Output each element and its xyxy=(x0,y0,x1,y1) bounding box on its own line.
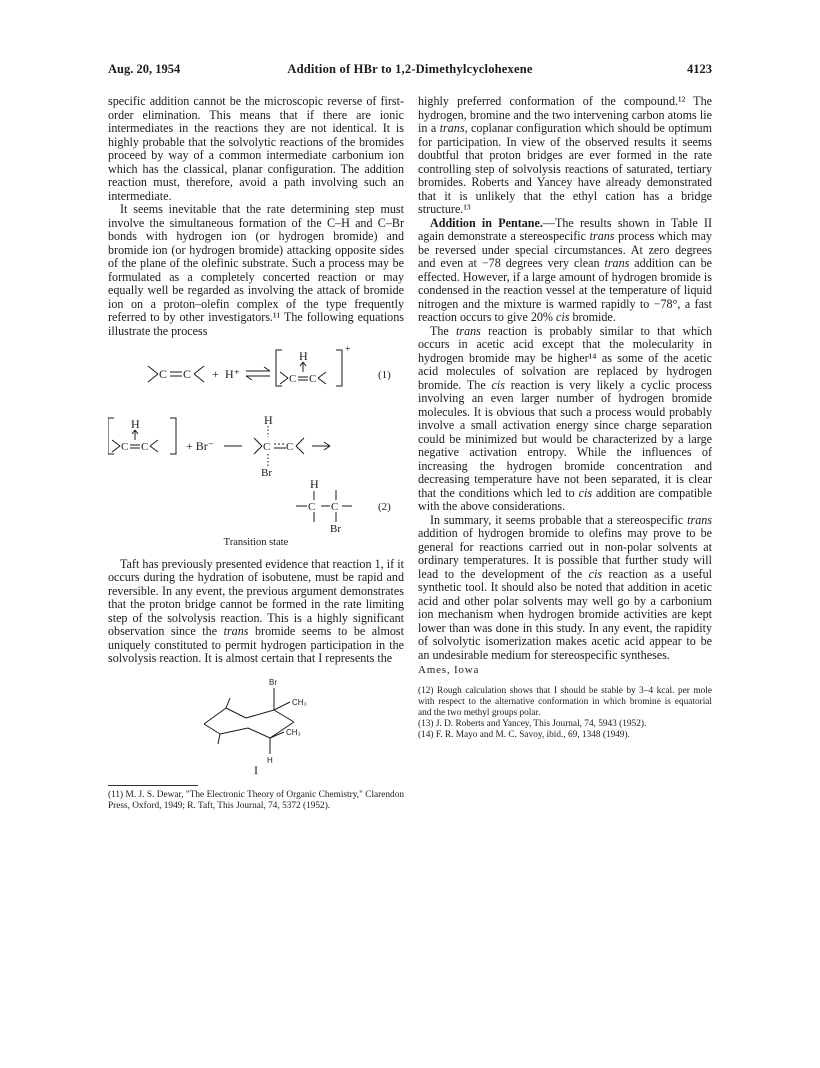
right-p3-text-a: The xyxy=(430,323,457,338)
header-page-number: 4123 xyxy=(687,62,712,76)
right-p2-trans-2: trans xyxy=(604,256,630,270)
complex-hydrogen: H xyxy=(299,349,308,363)
right-paragraph-4 xyxy=(418,514,712,663)
cyclohexane-chair-svg xyxy=(108,672,404,768)
right-p2-text-d: bromide. xyxy=(569,310,616,324)
right-p3-cis: cis xyxy=(491,377,505,392)
product-hydrogen: H xyxy=(310,477,319,491)
olefin-carbon-2: C xyxy=(183,367,192,381)
complex2-carbon-1: C xyxy=(121,441,129,453)
product-carbon-2: C xyxy=(331,501,339,513)
right-p4-text-c: reaction as a useful synthetic tool. It should also be noted that addition in acetic acid and other polar solvents may well go by a carbonium ion mechanism when hydrogen bromide activities are kept lower than was done in this study. In any event, the rapidity of solvolytic isomerization makes acetic acid appear to be an undesirable medium for stereospecific syntheses. xyxy=(418,566,712,662)
right-p1-trans: trans xyxy=(439,121,465,135)
right-column xyxy=(418,95,712,741)
author-location: Ames, Iowa xyxy=(418,664,480,676)
right-p1-text-b: , coplanar configuration which should be optimum for participation. In view of the observed results it seems doubtful that proton bridges are ever formed in the rate controlling step of solvolysis reactions of saturated, tertiary bromides. Roberts and Yancey have already demonstrated that it is unlikely that the ethyl cation has a bridge structure.¹³ xyxy=(418,121,712,216)
left-p3-trans: trans xyxy=(223,624,249,638)
right-p2-cis: cis xyxy=(556,310,570,324)
right-p3-trans: trans xyxy=(456,323,481,338)
transition-state-caption: Transition state xyxy=(223,537,289,548)
equation-2-number: (2) xyxy=(378,501,391,513)
right-p3-text-b: reaction is probably similar to that which occurs in acetic acid except that the molecularity in hydrogen bromide may be higher¹⁴ as some of the acetic acid molecules of solvation are replaced by hydrogen bromide. The xyxy=(418,323,712,392)
olefin-reactant xyxy=(148,366,204,382)
right-p4-trans: trans xyxy=(687,512,712,527)
equilibrium-arrows xyxy=(246,367,270,380)
structure-hydrogen: H xyxy=(267,755,273,765)
right-p2-trans: trans xyxy=(589,229,615,243)
right-p2-text-a: —The results shown in Table II again demonstrate a stereospecific xyxy=(418,215,712,243)
right-p1-text-a: highly preferred conformation of the compound.¹² The hydrogen, bromine and the two intervening carbon atoms lie in a xyxy=(418,94,712,135)
right-p2-text-c: addition can be effected. However, if a large amount of hydrogen bromide is condensed in the reaction vessel at the temperature of liquid nitrogen and the mixture is warmed rapidly to −78°, a fast reaction occurs to give 20% xyxy=(418,256,713,324)
structure-methyl-1: CH₃ xyxy=(292,697,307,707)
right-paragraph-2 xyxy=(418,217,712,325)
structure-bromine: Br xyxy=(269,677,277,687)
ts-bromine: Br xyxy=(261,467,272,479)
footnote-12: (12) Rough calculation shows that I should be stable by 3–4 kcal. per mole with respect to the alternative conformation in which bromine is equatorial and the two methyl groups polar. xyxy=(418,685,712,718)
left-paragraph-3 xyxy=(108,558,404,666)
structure-label: I xyxy=(254,762,258,777)
left-p3-text-b: bromide seems to be almost uniquely constituted to permit hydrogen participation in the solvolysis reaction. It is almost certain that I represents the xyxy=(108,624,404,665)
right-paragraph-3 xyxy=(418,325,712,514)
right-p3-text-c: reaction is very likely a cyclic process involving an even larger number of hydrogen bromide molecules. It is obvious that such a process would probably involve a small activation energy since charge separation could be minimized but would be characterized by a large negative activation entropy. While the influences of increasing the hydrogen bromide concentration and decreasing temperature have not been separated, it is clear that the conditions which led to xyxy=(418,377,712,500)
header-title: Addition of HBr to 1,2-Dimethylcyclohexene xyxy=(287,62,533,76)
ts-carbon-1: C xyxy=(263,441,271,453)
left-p3-text-a: Taft has previously presented evidence that reaction 1, if it occurs during the hydration of isobutene, must be rapid and reversible. In any event, the previous argument demonstrates that the proton bridge cannot be formed in the rate limiting step of the solvolysis reaction. This is a highly significant observation since the xyxy=(108,556,404,638)
footnote-rule xyxy=(108,785,198,786)
right-p4-text-b: addition of hydrogen bromide to olefins may prove to be general for reactions carried out in non-polar solvents at ordinary temperatures. It is possible that further study will lead to the development of the xyxy=(418,526,712,581)
product-carbon-1: C xyxy=(308,501,316,513)
product-skeleton xyxy=(296,490,352,522)
reaction-scheme-svg xyxy=(108,342,404,534)
right-p4-cis: cis xyxy=(588,566,603,581)
left-column xyxy=(108,95,404,812)
structure-methyl-2: CH₃ xyxy=(286,727,301,737)
reaction-equations xyxy=(108,342,404,534)
footnote-11: (11) M. J. S. Dewar, "The Electronic Theory of Organic Chemistry," Clarendon Press, Oxford, 1949; R. Taft, This Journal, 74, 5372 (1952). xyxy=(108,790,404,811)
left-paragraph-2: It seems inevitable that the rate determining step must involve the simultaneous formation of the C–H and C–Br bonds with hydrogen ion (or hydrogen bromide) and bromide ion (or hydrogen bromide) attacking opposite sides of the plane of the olefinic substrate. Such a process may be formulated as a completely concerted reaction or may equally well be regarded as involving the attack of bromide ion on a proton–olefin complex of the type frequently referred to by other investigators.¹¹ The following equations illustrate the process xyxy=(108,202,404,338)
left-paragraph-1: specific addition cannot be the microscopic reverse of first-order elimination. This means that if there are ionic intermediates in the reactions they are not identical. It is highly probable that the solvolytic reactions of the bromides proceed by way of a common intermediate carbonium ion which has the classical, planar configuration. The addition reaction must, therefore, avoid a path involving such an intermediate. xyxy=(108,94,404,203)
product-bromine: Br xyxy=(330,523,341,534)
complex-carbon-2: C xyxy=(309,373,317,385)
footnote-spacer xyxy=(418,678,712,686)
right-p3-cis-2: cis xyxy=(578,485,593,500)
complex2-hydrogen: H xyxy=(131,417,140,431)
ts-hydrogen: H xyxy=(264,413,273,427)
right-p4-text-a: In summary, it seems probable that a stereospecific xyxy=(430,512,688,527)
complex2-carbon-2: C xyxy=(141,441,149,453)
complex-carbon-1: C xyxy=(289,373,297,385)
footnote-14: (14) F. R. Mayo and M. C. Savoy, ibid., 69, 1348 (1949). xyxy=(418,729,630,740)
structure-I xyxy=(108,672,404,768)
complex-charge: + xyxy=(345,344,351,355)
bromide-ion: + Br⁻ xyxy=(186,439,215,453)
section-heading-pentane: Addition in Pentane. xyxy=(430,215,543,230)
right-paragraph-1 xyxy=(418,95,712,217)
eq1-plus: + xyxy=(212,367,219,381)
proton: H⁺ xyxy=(225,367,240,381)
footnote-13: (13) J. D. Roberts and Yancey, This Journal, 74, 5943 (1952). xyxy=(418,718,647,729)
chair-ring xyxy=(204,688,294,754)
running-header xyxy=(108,62,712,82)
ts-carbon-2: C xyxy=(286,441,294,453)
right-p2-text-b: process which may be reversed under special circumstances. At zero degrees and even at −78 degrees very clean xyxy=(418,229,712,270)
header-date: Aug. 20, 1954 xyxy=(108,62,181,76)
equation-1-number: (1) xyxy=(378,369,391,381)
right-p3-text-d: addition are compatible with the above considerations. xyxy=(418,485,712,513)
olefin-carbon-1: C xyxy=(159,367,168,381)
